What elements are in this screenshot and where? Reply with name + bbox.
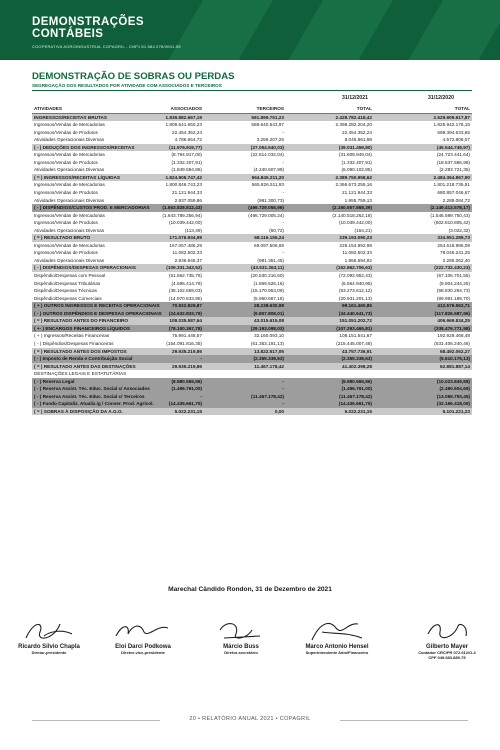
associates-value: (14.970.533,95) <box>168 295 202 301</box>
col-header-total-2021: TOTAL <box>356 106 372 111</box>
third-parties-value: 591.899.751,23 <box>251 114 284 120</box>
third-parties-value: (29.193.098,03) <box>250 325 284 331</box>
row-label: ( - ) Reserva Assist. Téc. Educ. Social c/ Terceiros <box>34 393 145 399</box>
table-row <box>32 181 472 189</box>
col-header-total-2020: TOTAL <box>454 106 470 111</box>
total-2021-value: 2.398.282.204,20 <box>335 122 372 128</box>
table-row <box>32 370 472 378</box>
associates-value: (8.980.565,96) <box>171 378 202 384</box>
signatory-name: Márcio Buss <box>223 644 259 650</box>
total-2020-value: 334.951.289,73 <box>437 235 470 241</box>
banner-stripe <box>145 0 284 60</box>
signature-image <box>302 618 372 644</box>
third-parties-value: - <box>282 190 284 196</box>
date-current: 31/12/2021 <box>342 95 368 101</box>
col-header-associates: ASSOCIADOS <box>170 106 202 111</box>
col-header-activities: ATIVIDADES <box>34 106 63 111</box>
associates-value: 2.937.059,86 <box>174 197 202 203</box>
table-row <box>32 355 472 363</box>
table-row <box>32 393 472 401</box>
signatory-name: Gilberto Mayer <box>425 644 468 650</box>
row-label: ( = ) RESULTADO ANTES DAS DESTINAÇÕES <box>34 363 136 369</box>
table-row <box>32 189 472 197</box>
third-parties-value: (27.054.540,03) <box>250 144 284 150</box>
total-2020-value: (18.537.586,98) <box>436 159 470 165</box>
total-2020-value: 1.825.942.178,15 <box>433 122 470 128</box>
table-row <box>32 408 472 416</box>
signatory-name: Eloi Darci Podkowa <box>115 644 171 650</box>
table-row <box>32 212 472 220</box>
third-parties-value: - <box>282 401 284 407</box>
total-2020-value: (5.610.175,13) <box>439 356 470 362</box>
total-2021-value: (10.039.442,00) <box>338 220 372 226</box>
associates-value: (10.039.442,00) <box>168 220 202 226</box>
row-label: Dispêndio/Despesas Técnicas <box>34 288 97 294</box>
associates-value: - <box>200 356 202 362</box>
associates-value: (1.496.761,00) <box>171 386 202 392</box>
row-label: Atividades Operacionais Diversas <box>34 137 105 143</box>
third-parties-value: (11.467.178,42) <box>251 393 284 399</box>
table-row <box>32 385 472 393</box>
total-2020-value: 699.394.633,65 <box>437 129 470 135</box>
row-label: Atividades Operacionais Diversas <box>34 167 105 173</box>
total-2021-value: 1.955.594,92 <box>344 257 372 263</box>
third-parties-value: (15.170.953,09) <box>250 288 284 294</box>
row-label: ( - ) Imposto de Renda e Contribuição Social <box>34 356 133 362</box>
associates-value: (78.100.367,78) <box>168 325 202 331</box>
table-row <box>32 264 472 272</box>
total-2021-value: 1.955.759,13 <box>344 197 372 203</box>
signature-block <box>402 618 492 660</box>
third-parties-value: 3.259.207,26 <box>256 137 284 143</box>
associates-value: (11.976.919,77) <box>169 144 202 150</box>
table-row <box>32 129 472 137</box>
third-parties-value: 69.097.506,69 <box>254 242 284 248</box>
associates-value: 4.786.654,72 <box>174 137 202 143</box>
row-label: Ingressos/Vendas de Produtos <box>34 190 98 196</box>
third-parties-value: 565.826.511,93 <box>251 182 284 188</box>
total-2020-value: (2.283.721,35) <box>439 167 470 173</box>
signature-block <box>292 618 382 655</box>
total-2021-value: (2.355.338,63) <box>341 356 372 362</box>
associates-value: 29.935.219,86 <box>172 348 202 354</box>
total-2020-value: 62.881.887,14 <box>440 363 470 369</box>
total-2021-value: (164,21) <box>354 227 372 233</box>
row-label: ( - ) OUTROS DISPÊNDIOS E DESPESAS OPERACIONAIS <box>34 310 162 316</box>
signature-block <box>98 618 188 655</box>
total-2020-value: (13.069.793,45) <box>436 393 470 399</box>
total-2020-value: 5.101.221,23 <box>442 408 470 414</box>
statement-title: DEMONSTRAÇÃO DE SOBRAS OU PERDAS <box>32 71 235 82</box>
total-2020-value: 254.618.986,08 <box>437 242 470 248</box>
third-parties-value: (5.960.667,18) <box>253 295 284 301</box>
total-2021-value: 2.428.782.418,42 <box>335 114 372 120</box>
row-label: DESTINAÇÕES LEGAIS E ESTATUTÁRIAS <box>34 371 127 377</box>
third-parties-value: 28.238.630,98 <box>254 303 284 309</box>
row-label: ( - ) Fundo Capitaliz. Atualiz./g / Conser. Prod. Agrícol. <box>34 401 154 407</box>
row-label: ( +- ) ENCARGOS FINANCEIROS LÍQUIDOS <box>34 325 130 331</box>
total-2020-value: (531.406.240,46) <box>434 340 470 346</box>
total-2021-value: (6.090.102,85) <box>341 167 372 173</box>
associates-value: 11.082.502,33 <box>172 250 202 256</box>
third-parties-value: (496.729.055,96) <box>248 205 284 211</box>
table-row <box>32 340 472 348</box>
total-2021-value: (2.140.518.262,18) <box>332 212 372 218</box>
associates-value: (113,49) <box>184 227 202 233</box>
associates-value: (8.794.917,00) <box>171 152 202 158</box>
total-2021-value: 21.121.944,33 <box>342 190 372 196</box>
row-label: Ingressos/Vendas de Produtos <box>34 159 98 165</box>
total-2021-value: (31.608.949,04) <box>338 152 372 158</box>
signature-image <box>108 618 178 644</box>
third-parties-value: 32.160.093,10 <box>254 333 284 339</box>
total-2020-value: 2.286.062,40 <box>442 257 470 263</box>
table-row <box>32 295 472 303</box>
associates-value: 29.935.219,86 <box>172 363 202 369</box>
total-2021-value: (39.031.459,80) <box>338 144 372 150</box>
total-2021-value: 2.366.673.255,16 <box>335 182 372 188</box>
associates-value: (51.562.735,75) <box>168 273 202 279</box>
table-row <box>32 400 472 408</box>
associates-value: 108.035.587,64 <box>169 318 202 324</box>
table-row <box>32 204 472 212</box>
signatory-role: Diretor-vice-presidente <box>121 650 165 655</box>
total-2020-value: 2.484.364.867,90 <box>433 174 470 180</box>
col-header-third-parties: TERCEIROS <box>256 106 284 111</box>
third-parties-value: (981.300,73) <box>257 197 284 203</box>
total-2020-value: (10.023.849,68) <box>436 378 470 384</box>
row-label: Ingressos/Vendas de Mercadorias <box>34 152 105 158</box>
third-parties-value: - <box>282 129 284 135</box>
associates-value: (1.653.828.812,43) <box>162 205 202 211</box>
row-label: Ingressos/Vendas de Mercadorias <box>34 212 105 218</box>
row-label: ( - ) Dispêndios/Despesas Financeiras <box>34 340 114 346</box>
table-row <box>32 174 472 182</box>
total-2021-value: (14.435.661,75) <box>338 401 372 407</box>
associates-value: (1.849.594,86) <box>171 167 202 173</box>
table-row <box>32 272 472 280</box>
signatory-role: Contador CRC/PR 072.612/O-4 <box>418 650 476 655</box>
third-parties-value: (4.240.507,99) <box>253 167 284 173</box>
header-banner <box>0 0 500 60</box>
row-label: ( - ) Reserva Assist. Téc. Educ. Social c/ Associados <box>34 386 150 392</box>
total-2020-value: (2.490.604,69) <box>439 386 470 392</box>
table-row <box>32 302 472 310</box>
banner-stripe <box>265 0 404 60</box>
associates-value: (24.632.833,79) <box>168 310 202 316</box>
total-2020-value: 4.572.806,07 <box>442 137 470 143</box>
signatory-role: Superintendente Adm/Financeiro <box>305 650 369 655</box>
total-2020-value: 412.576.562,71 <box>437 303 470 309</box>
associates-value: 171.076.934,99 <box>169 235 202 241</box>
associates-value: - <box>200 393 202 399</box>
row-label: Atividades Operacionais Diversas <box>34 227 105 233</box>
row-label: ( = ) RESULTADO ANTES DOS IMPOSTOS <box>34 348 127 354</box>
header-subtitle: COOPERATIVA AGROINDUSTRIAL COPAGRIL - CNPJ 81.584.278/0001-55 <box>32 44 181 49</box>
table-row <box>32 310 472 318</box>
total-2020-value: 78.046.241,25 <box>440 250 470 256</box>
third-parties-value: (22.814.032,04) <box>250 152 284 158</box>
title-divider <box>32 90 472 91</box>
associates-value: 5.022.231,15 <box>174 408 202 414</box>
table-row <box>32 159 472 167</box>
page-footer: 20 • RELATÓRIO ANUAL 2021 • COPAGRIL <box>189 716 311 722</box>
row-label: Ingressos/Vendas de Mercadorias <box>34 122 105 128</box>
third-parties-value: - <box>282 159 284 165</box>
third-parties-value: (1.869.526,16) <box>253 280 284 286</box>
row-label: Ingressos/Vendas de Produtos <box>34 250 98 256</box>
total-2021-value: 8.045.861,98 <box>344 137 372 143</box>
total-2021-value: (6.564.940,95) <box>341 280 372 286</box>
row-label: ( - ) DISPÊNDIOS/DESPESAS OPERACIONAIS <box>34 265 136 271</box>
total-2021-value: (53.273.612,12) <box>338 288 372 294</box>
total-2021-value: 22.454.352,24 <box>342 129 372 135</box>
table-row <box>32 280 472 288</box>
signature-image <box>412 618 482 644</box>
total-2020-value: (45.544.749,97) <box>436 144 470 150</box>
third-parties-value: (2.355.338,63) <box>253 356 284 362</box>
signatory-name: Ricardo Silvio Chapla <box>18 644 80 650</box>
total-2021-value: 43.757.736,91 <box>342 348 372 354</box>
row-label: ( - ) DEDUÇÕES DOS INGRESSOS/RECEITAS <box>34 144 135 150</box>
table-header-row <box>32 105 472 114</box>
associates-value: 70.922.829,87 <box>172 303 202 309</box>
signatory-cpf: CPF 048.683.889-75 <box>428 655 466 660</box>
row-label: ( + ) Ingressos/Receitas Financeiras <box>34 333 110 339</box>
total-2021-value: (215.445.007,48) <box>336 340 372 346</box>
header-title-line1: DEMONSTRAÇÕES <box>32 16 144 28</box>
table-row <box>32 325 472 333</box>
table-row <box>32 287 472 295</box>
table-row <box>32 219 472 227</box>
table-row <box>32 234 472 242</box>
total-2021-value: (1.496.761,00) <box>341 386 372 392</box>
third-parties-value: 564.845.211,20 <box>251 174 284 180</box>
associates-value: (38.102.659,03) <box>168 288 202 294</box>
table-row <box>32 151 472 159</box>
third-parties-value: 43.015.615,08 <box>254 318 284 324</box>
total-2020-value: (8.804.244,25) <box>439 280 470 286</box>
total-2020-value: (24.723.441,64) <box>436 152 470 158</box>
total-2021-value: 5.022.231,15 <box>344 408 372 414</box>
place-date: Marechal Cândido Rondon, 31 de Dezembro de 2021 <box>168 586 332 593</box>
associates-value: 1.800.846.743,23 <box>165 182 202 188</box>
signatory-role: Diretor-secretário <box>224 650 258 655</box>
total-2021-value: (107.293.465,81) <box>336 325 372 331</box>
total-2021-value: 151.051.202,72 <box>339 318 372 324</box>
third-parties-value: (43.531.363,11) <box>251 265 284 271</box>
third-parties-value: (50,72) <box>269 227 284 233</box>
third-parties-value: (496.729.005,24) <box>248 212 284 218</box>
table-row <box>32 227 472 235</box>
total-2020-value: (32.196.418,09) <box>436 401 470 407</box>
total-2021-value: 2.389.750.958,62 <box>335 174 372 180</box>
associates-value: 1.836.882.667,19 <box>165 114 202 120</box>
total-2020-value: 1.801.218.736,51 <box>433 182 470 188</box>
total-2020-value: (3.022,32) <box>448 227 470 233</box>
third-parties-value: 588.640.543,97 <box>251 122 284 128</box>
total-2020-value: 406.969.834,25 <box>437 318 470 324</box>
table-row <box>32 317 472 325</box>
total-2021-value: (2.150.557.868,39) <box>332 205 372 211</box>
header-title <box>32 16 144 40</box>
row-label: INGRESSOS/RECEITAS BRUTAS <box>34 114 108 120</box>
statement-subtitle: SEGREGAÇÃO DOS RESULTADOS POR ATIVIDADE COM ASSOCIADOS E TERCEIROS <box>32 83 222 88</box>
total-2021-value: (20.931.201,13) <box>338 295 372 301</box>
total-2020-value: 2.529.909.617,87 <box>433 114 470 120</box>
row-label: Dispêndio/Despesas com Pessoal <box>34 273 106 279</box>
date-previous: 31/12/2020 <box>428 95 454 101</box>
table-row <box>32 114 472 122</box>
total-2020-value: (222.732.430,23) <box>434 265 470 271</box>
table-row <box>32 144 472 152</box>
row-label: ( = ) RESULTADO BRUTO <box>34 235 91 241</box>
table-row <box>32 136 472 144</box>
total-2020-value: 192.929.468,48 <box>437 333 470 339</box>
row-label: Ingressos/Vendas de Produtos <box>34 129 98 135</box>
total-2020-value: 680.857.046,67 <box>437 190 470 196</box>
third-parties-value: - <box>282 250 284 256</box>
associates-value: 2.936.946,37 <box>174 257 202 263</box>
total-2021-value: (34.440.641,73) <box>338 310 372 316</box>
row-label: Ingressos/Vendas de Produtos <box>34 220 98 226</box>
row-label: ( + ) OUTROS INGRESSOS E RECEITAS OPERACIONAIS <box>34 303 160 309</box>
associates-value: (14.435.661,75) <box>168 401 202 407</box>
total-2021-value: (8.980.565,96) <box>341 378 372 384</box>
table-row <box>32 166 472 174</box>
row-label: ( = ) RESULTADO ANTES DO FINANCEIRO <box>34 318 129 324</box>
associates-value: 1.809.641.660,23 <box>165 122 202 128</box>
total-2021-value: 108.151.541,67 <box>339 333 372 339</box>
third-parties-value: (9.807.808,01) <box>253 310 284 316</box>
row-label: Ingressos/Vendas de Mercadorias <box>34 242 105 248</box>
total-2020-value: 68.492.062,27 <box>440 348 470 354</box>
total-2021-value: 239.193.090,23 <box>339 235 372 241</box>
table-row <box>32 249 472 257</box>
total-2021-value: 226.154.992,98 <box>339 242 372 248</box>
signature-block <box>4 618 94 655</box>
total-2020-value: 2.289.084,72 <box>442 197 470 203</box>
row-label: ( - ) Reserva Legal <box>34 378 75 384</box>
table-row <box>32 197 472 205</box>
table-row <box>32 121 472 129</box>
third-parties-value: (20.530.216,60) <box>250 273 284 279</box>
table-row <box>32 257 472 265</box>
row-label: ( - ) DISPÊNDIOS/CUSTOS PROD. E MERCADORIAS <box>34 205 150 211</box>
third-parties-value: 13.822.517,05 <box>254 348 284 354</box>
total-2020-value: (58.830.294,73) <box>436 288 470 294</box>
total-2020-value: (89.991.189,70) <box>436 295 470 301</box>
associates-value: (154.091.816,35) <box>166 340 202 346</box>
table-row <box>32 363 472 371</box>
third-parties-value: - <box>282 386 284 392</box>
associates-value: 75.991.448,57 <box>172 333 202 339</box>
associates-value: (1.332.407,91) <box>171 159 202 165</box>
total-2020-value: (67.106.701,55) <box>436 273 470 279</box>
associates-value: (109.331.343,52) <box>166 265 202 271</box>
signatory-name: Marco Antonio Hensel <box>305 644 369 650</box>
third-parties-value: (981.351,45) <box>257 257 284 263</box>
total-2020-value: (338.476.771,98) <box>434 325 470 331</box>
total-2020-value: (1.546.599.750,43) <box>430 212 470 218</box>
third-parties-value: - <box>282 220 284 226</box>
total-2020-value: (2.149.413.578,17) <box>430 205 470 211</box>
row-label: Atividades Operacionais Diversas <box>34 197 105 203</box>
total-2021-value: (1.332.407,91) <box>341 159 372 165</box>
total-2020-value: (602.810.805,42) <box>434 220 470 226</box>
associates-value: (1.643.789.256,94) <box>162 212 202 218</box>
total-2021-value: 41.402.398,28 <box>342 363 372 369</box>
third-parties-value: 0,00 <box>274 408 284 414</box>
associates-value: 21.121.944,33 <box>172 190 202 196</box>
associates-value: 1.824.905.747,42 <box>165 174 202 180</box>
third-parties-value: 68.116.155,24 <box>254 235 284 241</box>
banner-stripe <box>385 0 500 60</box>
row-label: ( = ) INGRESSOS/RECEITAS LÍQUIDAS <box>34 174 120 180</box>
total-2021-value: 11.082.502,33 <box>342 250 372 256</box>
row-label: Ingressos/Vendas de Mercadorias <box>34 182 105 188</box>
row-label: Atividades Operacionais Diversas <box>34 257 105 263</box>
table-row <box>32 348 472 356</box>
table-row <box>32 242 472 250</box>
total-2021-value: (72.092.952,43) <box>338 273 372 279</box>
table-row <box>32 378 472 386</box>
total-2021-value: 99.161.460,85 <box>342 303 372 309</box>
statement-table <box>32 105 472 415</box>
row-label: ( = ) SOBRAS À DISPOSIÇÃO DA A.G.O. <box>34 408 123 414</box>
total-2020-value: (117.826.587,96) <box>434 310 470 316</box>
header-title-line2: CONTÁBEIS <box>32 28 104 40</box>
associates-value: (4.695.414,79) <box>171 280 202 286</box>
third-parties-value: 11.467.178,42 <box>254 363 284 369</box>
signatory-role: Diretor-presidente <box>31 650 67 655</box>
signature-image <box>14 618 84 644</box>
total-2021-value: (11.467.178,42) <box>339 393 372 399</box>
table-row <box>32 332 472 340</box>
total-2021-value: (152.862.706,63) <box>336 265 372 271</box>
associates-value: 157.057.486,29 <box>169 242 202 248</box>
row-label: Dispêndio/Despesas Comerciais <box>34 295 102 301</box>
signature-image <box>206 618 276 644</box>
signature-block <box>196 618 286 655</box>
third-parties-value: - <box>282 378 284 384</box>
row-label: Dispêndio/Despesas Tributárias <box>34 280 101 286</box>
third-parties-value: (61.353.191,13) <box>250 340 284 346</box>
associates-value: 22.454.352,24 <box>172 129 202 135</box>
